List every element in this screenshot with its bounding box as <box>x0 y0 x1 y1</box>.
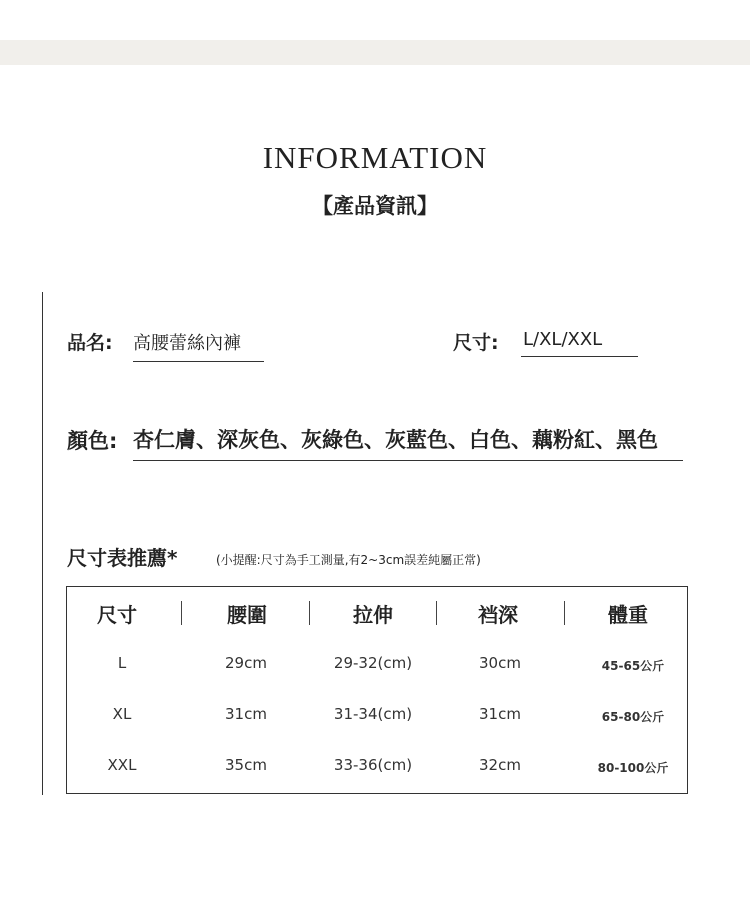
col-header-size: 尺寸 <box>97 603 137 627</box>
product-name-label: 品名: <box>67 332 113 354</box>
size-chart-note: (小提醒:尺寸為手工測量,有2~3cm誤差純屬正常) <box>216 553 481 567</box>
product-name-value: 高腰蕾絲內褲 <box>133 329 264 362</box>
table-cell: 31cm <box>479 705 521 723</box>
top-band <box>0 40 750 65</box>
col-header-waist: 腰圍 <box>227 603 267 627</box>
page-title: INFORMATION <box>262 140 488 175</box>
table-cell: XXL <box>107 756 137 774</box>
col-header-weight: 體重 <box>608 603 648 627</box>
table-cell: 30cm <box>479 654 521 672</box>
table-cell: L <box>117 654 127 672</box>
table-cell: XL <box>112 705 132 723</box>
table-cell: 31cm <box>225 705 267 723</box>
size-value: L/XL/XXL <box>521 329 638 357</box>
size-chart-heading: 尺寸表推薦* <box>67 546 178 570</box>
left-divider <box>42 292 43 795</box>
table-cell: 29cm <box>225 654 267 672</box>
table-cell: 31-34(cm) <box>333 705 413 723</box>
col-header-stretch: 拉伸 <box>353 603 393 627</box>
color-label: 顏色: <box>67 429 118 453</box>
table-cell: 45-65公斤 <box>601 659 665 673</box>
col-header-rise: 裆深 <box>478 603 518 627</box>
size-label: 尺寸: <box>453 332 499 354</box>
table-cell: 65-80公斤 <box>601 710 665 724</box>
col-separator <box>181 601 182 625</box>
table-cell: 35cm <box>225 756 267 774</box>
size-table <box>66 586 688 794</box>
table-cell: 33-36(cm) <box>333 756 413 774</box>
table-cell: 80-100公斤 <box>597 761 669 775</box>
color-value: 杏仁膚、深灰色、灰綠色、灰藍色、白色、藕粉紅、黑色 <box>133 424 683 461</box>
table-cell: 32cm <box>479 756 521 774</box>
table-cell: 29-32(cm) <box>333 654 413 672</box>
page-subtitle: 【產品資訊】 <box>312 194 438 218</box>
